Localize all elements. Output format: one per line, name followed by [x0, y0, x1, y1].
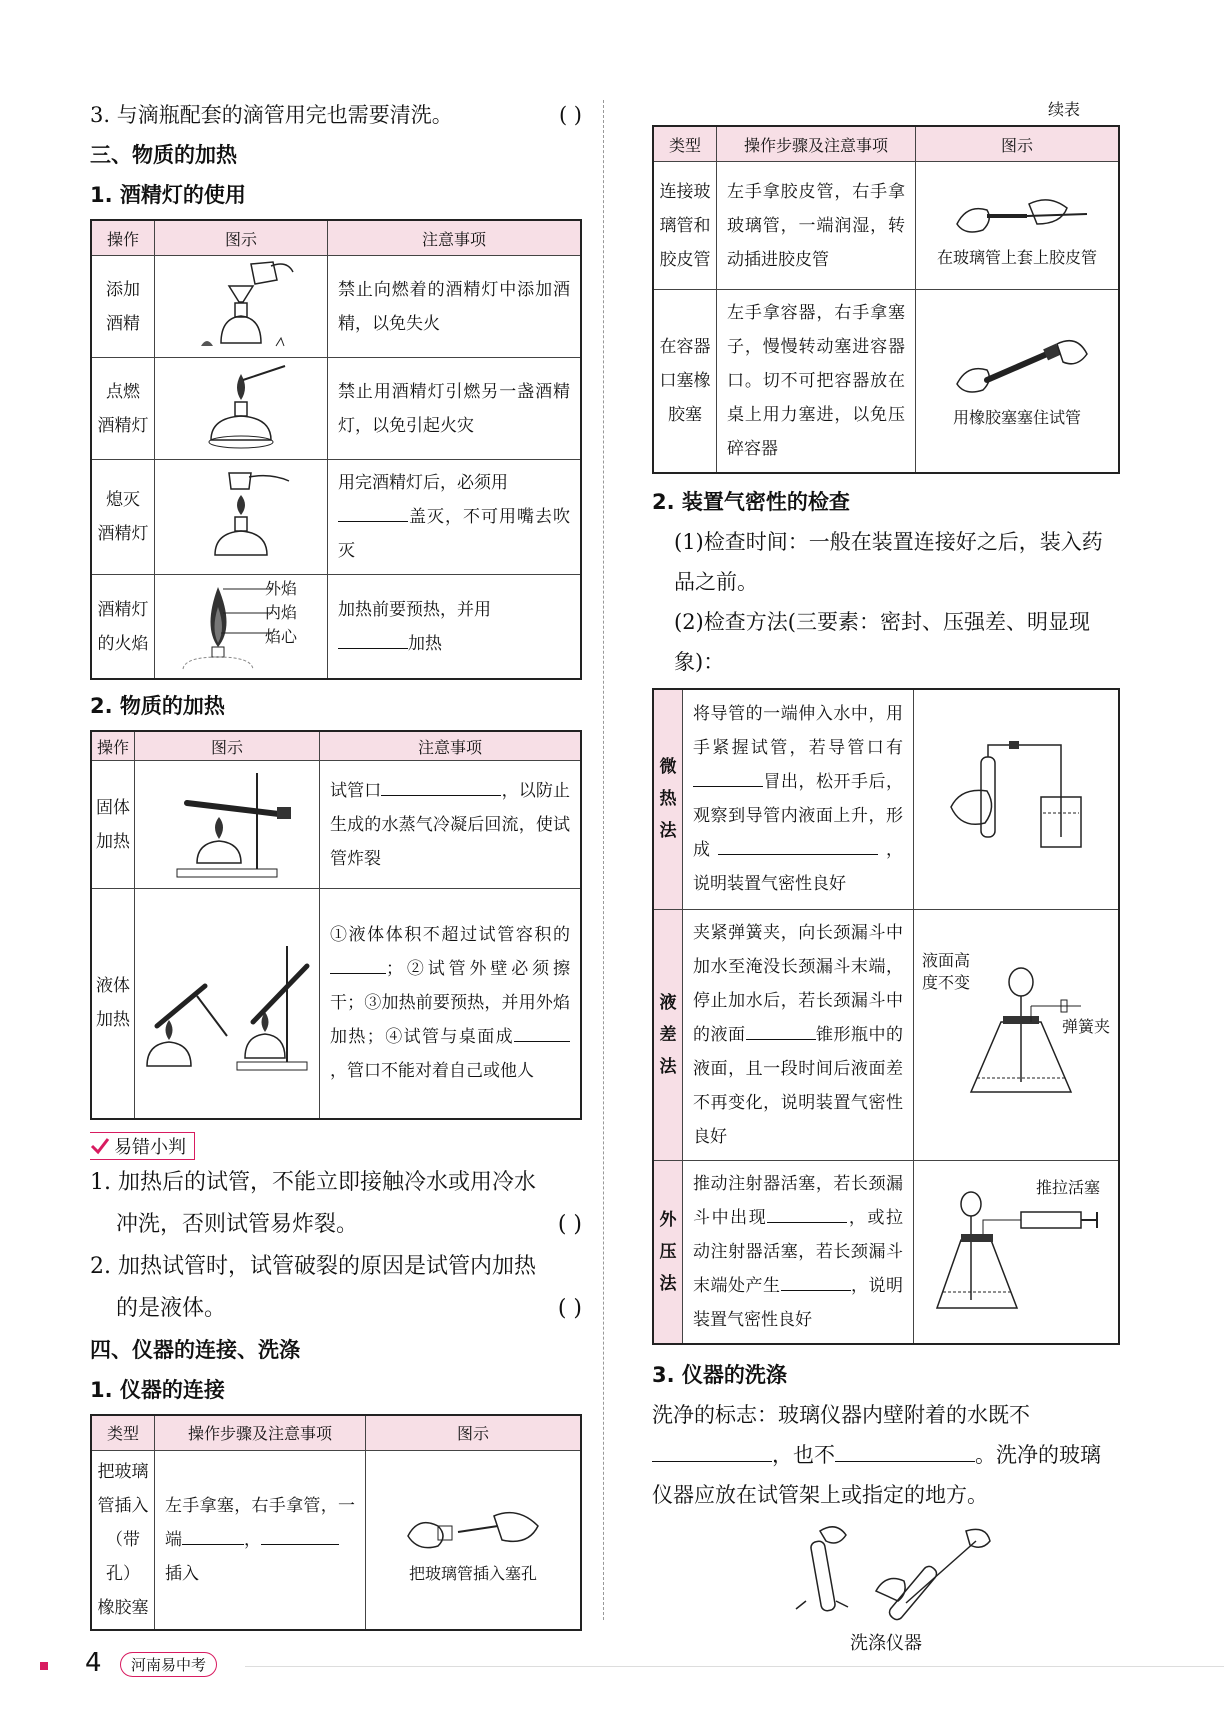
table-row: 点燃 酒精灯 禁止用酒精灯引燃另一盏酒精灯，以免引起火灾 — [91, 358, 581, 460]
table-row: 微 热 法 将导管的一端伸入水中，用手紧握试管，若导管口有冒出，松开手后，观察到导管内液面上升，形成 ，说明装置气密性良好 — [653, 689, 1119, 909]
table-row: 酒精灯 的火焰 外焰 内焰 焰心 加热前要预热，并用 加热 — [91, 575, 581, 680]
answer-blank[interactable] — [652, 1440, 772, 1462]
answer-blank[interactable] — [746, 1022, 816, 1040]
airtightness-table — [652, 688, 1120, 1345]
add-alcohol-figure — [155, 256, 328, 358]
label-push-pull: 推拉活塞 — [1035, 1177, 1100, 1197]
col-header: 类型 — [91, 1415, 155, 1451]
rubber-tube-figure — [916, 162, 1120, 290]
table-row: 连接玻 璃管和 胶皮管 左手拿胶皮管，右手拿玻璃管，一端润湿，转动插进胶皮管 在玻璃管上套上胶皮管 — [653, 162, 1119, 290]
col-header: 操作 — [91, 220, 155, 256]
answer-blank[interactable] — [514, 1024, 570, 1042]
extinguish-lamp-illustration — [181, 467, 301, 563]
connection-table — [90, 1414, 582, 1631]
figure-caption: 洗涤仪器 — [850, 1632, 922, 1654]
page-number: 4 — [85, 1648, 102, 1678]
label-level-b: 度不变 — [922, 972, 971, 992]
col-header: 操作 — [91, 731, 135, 761]
washing-illustration — [776, 1521, 996, 1621]
check-method: (2)检查方法(三要素：密封、压强差、明显现象)： — [674, 610, 1090, 674]
label-level-a: 液面高 — [922, 950, 971, 970]
micro-heat-illustration — [931, 737, 1101, 857]
extinguish-lamp-figure — [155, 460, 328, 575]
check-time: (1)检查时间：一般在装置连接好之后，装入药品之前。 — [674, 530, 1103, 594]
insert-tube-illustration — [398, 1496, 548, 1556]
table-row: 液体 加热 ①液体体积不超过试管容积的；②试管外壁必须擦干；③加热前要预热，并用外焰加热；④试管与桌面成，管口不能对着自己或他人 — [91, 889, 581, 1119]
table-row: 固体 加热 试管口 ，以防止生成的水蒸气冷凝后回流，使试管炸裂 — [91, 761, 581, 889]
common-mistakes-tag: 易错小判 — [90, 1132, 582, 1162]
check-icon — [90, 1137, 110, 1155]
liquid-heating-figure — [135, 889, 320, 1119]
solid-heating-illustration — [147, 763, 307, 881]
figure-caption: 在玻璃管上套上胶皮管 — [936, 247, 1097, 267]
answer-blank[interactable] — [781, 1273, 851, 1291]
answer-blank[interactable] — [835, 1440, 975, 1462]
flame-figure — [155, 575, 328, 680]
answer-blank[interactable] — [338, 631, 408, 649]
footer-line — [245, 1666, 1224, 1667]
subsection-4-1-title: 1. 仪器的连接 — [90, 1377, 225, 1402]
column-divider — [603, 100, 604, 1620]
heating-table — [90, 730, 582, 1120]
table-row: 把玻璃 管插入 （带孔） 橡胶塞 左手拿塞，右手拿管，一端 ， 插入 把玻璃管插入塞孔 — [91, 1450, 581, 1630]
add-alcohol-illustration — [181, 258, 301, 350]
left-column — [90, 95, 582, 1631]
answer-blank[interactable] — [338, 504, 408, 522]
flame-label-inner: 内焰 — [265, 603, 298, 622]
answer-blank[interactable] — [381, 778, 501, 796]
liquid-heating-illustration — [137, 926, 317, 1076]
washing-figure — [652, 1521, 1120, 1655]
connection-table-continued — [652, 125, 1120, 474]
table-row: 熄灭 酒精灯 用完酒精灯后，必须用 盖灭，不可用嘴去吹灭 — [91, 460, 581, 575]
light-lamp-illustration — [181, 360, 301, 452]
liquid-diff-figure — [914, 909, 1120, 1160]
subsection-2-title: 2. 装置气密性的检查 — [652, 490, 850, 514]
answer-blank[interactable] — [261, 1527, 339, 1545]
judge-1: 1. 加热后的试管，不能立即接触冷水或用冷水 冲洗，否则试管易炸裂。 ( ) — [90, 1169, 582, 1237]
page-footer — [40, 1650, 1224, 1682]
col-header: 图示 — [135, 731, 320, 761]
col-header: 类型 — [653, 126, 717, 162]
flame-label-outer: 外焰 — [265, 579, 298, 598]
rubber-tube-illustration — [937, 184, 1097, 240]
col-header: 操作步骤及注意事项 — [717, 126, 916, 162]
solid-heating-figure — [135, 761, 320, 889]
answer-blank[interactable] — [718, 837, 878, 855]
light-lamp-figure — [155, 358, 328, 460]
col-header: 注意事项 — [328, 220, 582, 256]
alcohol-lamp-table — [90, 219, 582, 680]
table-row: 添加 酒精 禁止向燃着的酒精灯中添加酒精，以免失火 — [91, 256, 581, 358]
table-row: 外 压 法 推动注射器活塞，若长颈漏斗中出现 ，或拉动注射器活塞，若长颈漏斗末端处产生 ，说明装置气密性良好 推拉活塞 — [653, 1160, 1119, 1344]
section-4-title: 四、仪器的连接、洗涤 — [90, 1337, 300, 1362]
table-row: 液 差 法 夹紧弹簧夹，向长颈漏斗中加水至淹没长颈漏斗末端，停止加水后，若长颈漏斗中的液面 锥形瓶中的液面，且一段时间后液面差不再变化，说明装置气密性良好 液面高 度不变 弹簧夹 — [653, 909, 1119, 1160]
right-column — [652, 95, 1120, 1655]
answer-blank[interactable] — [767, 1205, 847, 1223]
flame-label-core: 焰心 — [265, 627, 298, 646]
section-3-title: 三、物质的加热 — [90, 143, 237, 167]
col-header: 图示 — [916, 126, 1120, 162]
figure-caption: 用橡胶塞塞住试管 — [952, 408, 1081, 427]
external-pressure-figure — [914, 1160, 1120, 1344]
external-pressure-illustration — [931, 1184, 1101, 1314]
subsection-1-title: 1. 酒精灯的使用 — [90, 183, 246, 207]
label-spring-clip: 弹簧夹 — [1061, 1016, 1110, 1036]
judge-2: 2. 加热试管时，试管破裂的原因是试管内加热 的是液体。 ( ) — [90, 1253, 582, 1321]
col-header: 图示 — [155, 220, 328, 256]
micro-heat-figure — [914, 689, 1120, 909]
col-header: 操作步骤及注意事项 — [155, 1415, 366, 1451]
insert-tube-figure — [366, 1450, 582, 1630]
continued-label: 续表 — [1047, 100, 1080, 119]
wash-standard: 洗净的标志：玻璃仪器内壁附着的水既不 ，也不 。洗净的玻璃仪器应放在试管架上或指定的地方。 — [652, 1402, 1101, 1507]
stopper-figure — [916, 290, 1120, 474]
footer-square-icon — [40, 1662, 48, 1670]
answer-blank[interactable] — [330, 956, 386, 974]
table-row: 在容器 口塞橡 胶塞 左手拿容器，右手拿塞子，慢慢转动塞进容器口。切不可把容器放在桌上用力塞进，以免压碎容器 用橡胶塞塞住试管 — [653, 290, 1119, 474]
figure-caption: 把玻璃管插入塞孔 — [408, 1563, 537, 1583]
answer-blank[interactable] — [693, 769, 763, 787]
subsection-2-title: 2. 物质的加热 — [90, 694, 225, 718]
answer-blank[interactable] — [182, 1527, 244, 1545]
col-header: 图示 — [366, 1415, 582, 1451]
subsection-3-title: 3. 仪器的洗涤 — [652, 1362, 787, 1387]
col-header: 注意事项 — [320, 731, 582, 761]
item-3: 3. 与滴瓶配套的滴管用完也需要清洗。 ( ) — [90, 103, 582, 127]
brand-badge: 河南易中考 — [120, 1652, 217, 1677]
stopper-illustration — [937, 334, 1097, 400]
